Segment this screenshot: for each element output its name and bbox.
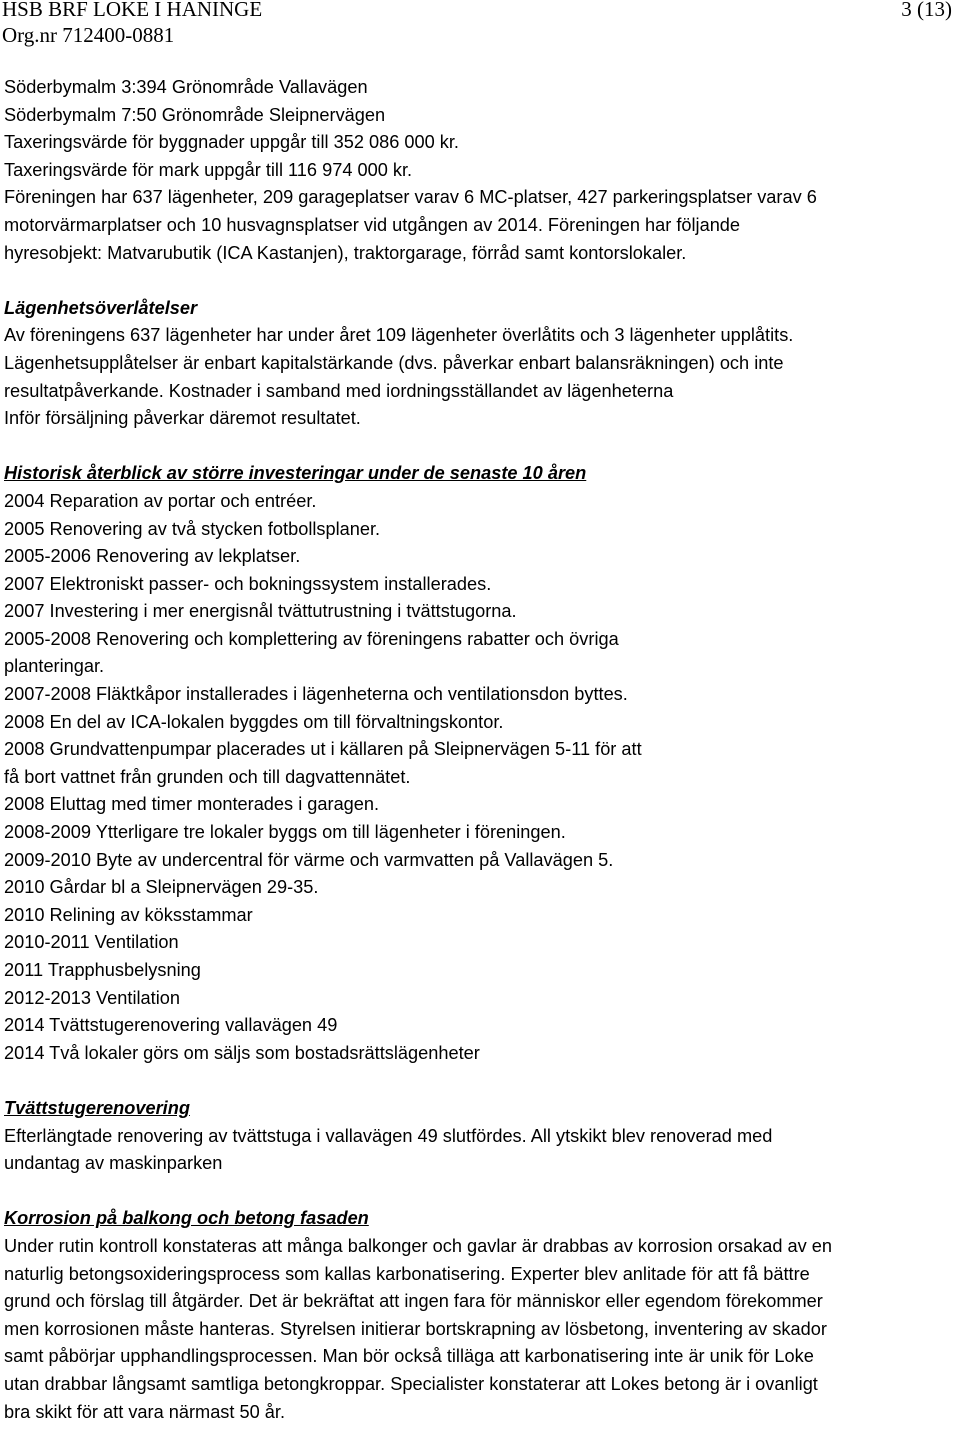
section-heading: Korrosion på balkong och betong fasaden — [4, 1208, 369, 1229]
association-name: HSB BRF LOKE I HANINGE — [2, 0, 263, 21]
text-line: Söderbymalm 3:394 Grönområde Vallavägen — [4, 77, 368, 97]
list-item: 2004 Reparation av portar och entréer. — [4, 490, 317, 511]
text-line: Lägenhetsupplåtelser är enbart kapitalstärkande (dvs. påverkar enbart balansräkningen) och inte — [4, 352, 784, 373]
text-line: undantag av maskinparken — [4, 1153, 223, 1174]
list-item: 2014 Tvättstugerenovering vallavägen 49 — [4, 1015, 338, 1036]
list-item: 2005 Renovering av två stycken fotbollsplaner. — [4, 518, 381, 539]
list-item: 2005-2006 Renovering av lekplatser. — [4, 546, 301, 567]
list-item: 2011 Trapphusbelysning — [4, 960, 201, 980]
property-info — [4, 74, 956, 267]
text-line: Taxeringsvärde för mark uppgår till 116 974 000 kr. — [4, 159, 413, 180]
organization-number: Org.nr 712400-0881 — [2, 23, 175, 47]
list-item: 2008 Grundvattenpumpar placerades ut i källaren på Sleipnervägen 5-11 för att — [4, 739, 642, 760]
list-item: 2008-2009 Ytterligare tre lokaler byggs om till lägenheter i föreningen. — [4, 822, 566, 843]
text-line: motorvärmarplatser och 10 husvagnsplatser vid utgången av 2014. Föreningen har följande — [4, 214, 741, 235]
section-heading: Lägenhetsöverlåtelser — [4, 297, 198, 318]
document-body — [4, 74, 956, 1426]
list-item: 2007-2008 Fläktkåpor installerades i lägenheterna och ventilationsdon byttes. — [4, 684, 628, 705]
section-heading: Historisk återblick av större investeringar under de senaste 10 åren — [4, 463, 587, 484]
page-number: 3 (13) — [901, 0, 952, 21]
text-line: naturlig betongsoxideringsprocess som kallas karbonatisering. Experter blev anlitade för att få bättre — [4, 1263, 810, 1284]
text-line: Söderbymalm 7:50 Grönområde Sleipnervägen — [4, 104, 386, 125]
list-item: 2008 En del av ICA-lokalen byggdes om till förvaltningskontor. — [4, 711, 504, 732]
investment-history-section — [4, 460, 956, 1067]
text-line: samt påbörjar upphandlingsprocessen. Man bör också tilläga att karbonatisering inte är unik för Loke — [4, 1346, 814, 1367]
text-line: bra skikt för att vara närmast 50 år. — [4, 1401, 286, 1422]
investment-list — [4, 488, 956, 1067]
list-item: planteringar. — [4, 656, 105, 677]
list-item: 2010 Gårdar bl a Sleipnervägen 29-35. — [4, 877, 319, 898]
list-item: 2007 Investering i mer energisnål tvättutrustning i tvättstugorna. — [4, 601, 517, 622]
list-item: 2008 Eluttag med timer monterades i garagen. — [4, 794, 380, 815]
text-line: Av föreningens 637 lägenheter har under året 109 lägenheter överlåtits och 3 lägenheter upplåtits. — [4, 325, 794, 346]
corrosion-section — [4, 1205, 956, 1426]
list-item: få bort vattnet från grunden och till dagvattennätet. — [4, 766, 411, 787]
text-line: Efterlängtade renovering av tvättstuga i vallavägen 49 slutfördes. All ytskikt blev renoverad med — [4, 1125, 773, 1146]
text-line: Föreningen har 637 lägenheter, 209 garageplatser varav 6 MC-platser, 427 parkeringsplatser varav 6 — [4, 187, 817, 208]
list-item: 2009-2010 Byte av undercentral för värme och varmvatten på Vallavägen 5. — [4, 849, 614, 870]
section-heading: Tvättstugerenovering — [4, 1097, 190, 1118]
laundry-renovation-section — [4, 1095, 956, 1178]
text-line: men korrosionen måste hanteras. Styrelsen initierar bortskrapning av lösbetong, inventering av skador — [4, 1318, 827, 1339]
text-line: Taxeringsvärde för byggnader uppgår till 352 086 000 kr. — [4, 132, 459, 153]
text-line: utan drabbar långsamt samtliga betongkroppar. Specialister konstaterar att Lokes betong är i ovanligt — [4, 1373, 818, 1394]
list-item: 2005-2008 Renovering och komplettering av föreningens rabatter och övriga — [4, 628, 619, 649]
list-item: 2007 Elektroniskt passer- och bokningssystem installerades. — [4, 573, 492, 594]
page-header — [0, 0, 960, 56]
list-item: 2014 Två lokaler görs om säljs som bostadsrättslägenheter — [4, 1042, 480, 1063]
text-line: hyresobjekt: Matvarubutik (ICA Kastanjen), traktorgarage, förråd samt kontorslokaler. — [4, 242, 687, 263]
apartment-transfers-section — [4, 295, 956, 433]
text-line: Under rutin kontroll konstateras att många balkonger och gavlar är drabbas av korrosion orsakad av en — [4, 1235, 832, 1256]
list-item: 2012-2013 Ventilation — [4, 987, 180, 1008]
text-line: grund och förslag till åtgärder. Det är bekräftat att ingen fara för människor eller egendom förekommer — [4, 1291, 823, 1312]
text-line: Inför försäljning påverkar däremot resultatet. — [4, 408, 361, 429]
list-item: 2010 Relining av köksstammar — [4, 904, 253, 925]
list-item: 2010-2011 Ventilation — [4, 932, 179, 953]
text-line: resultatpåverkande. Kostnader i samband med iordningsställandet av lägenheterna — [4, 380, 674, 401]
